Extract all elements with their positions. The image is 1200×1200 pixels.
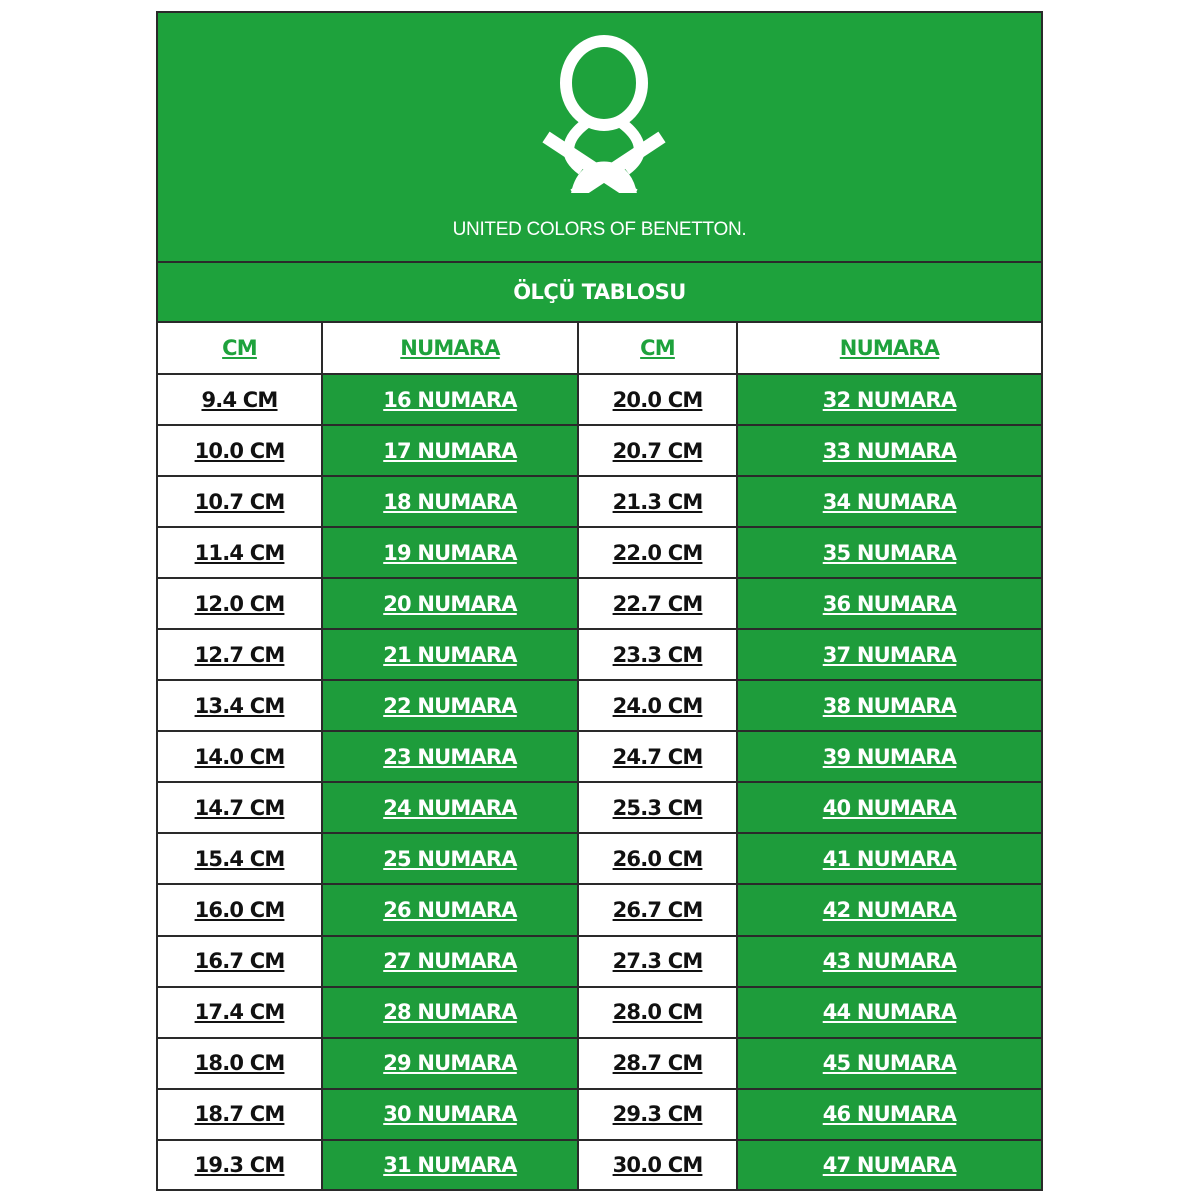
numara-cell: 35 NUMARA — [737, 527, 1041, 578]
size-table — [158, 323, 1041, 1189]
cm-cell: 22.0 CM — [578, 527, 737, 578]
table-row — [158, 731, 1041, 782]
table-title: ÖLÇÜ TABLOSU — [158, 263, 1041, 323]
cm-cell: 12.0 CM — [158, 578, 322, 629]
cm-cell: 28.0 CM — [578, 987, 737, 1038]
numara-cell: 37 NUMARA — [737, 629, 1041, 680]
numara-cell: 31 NUMARA — [322, 1140, 578, 1189]
numara-cell: 26 NUMARA — [322, 884, 578, 935]
brand-header — [158, 13, 1041, 263]
table-row — [158, 527, 1041, 578]
numara-cell: 43 NUMARA — [737, 936, 1041, 987]
numara-cell: 45 NUMARA — [737, 1038, 1041, 1089]
header-numara: NUMARA — [737, 323, 1041, 374]
cm-cell: 16.7 CM — [158, 936, 322, 987]
numara-cell: 29 NUMARA — [322, 1038, 578, 1089]
cm-cell: 14.0 CM — [158, 731, 322, 782]
numara-cell: 33 NUMARA — [737, 425, 1041, 476]
cm-cell: 26.0 CM — [578, 833, 737, 884]
numara-cell: 47 NUMARA — [737, 1140, 1041, 1189]
numara-cell: 34 NUMARA — [737, 476, 1041, 527]
cm-cell: 23.3 CM — [578, 629, 737, 680]
numara-cell: 36 NUMARA — [737, 578, 1041, 629]
table-row — [158, 1089, 1041, 1140]
cm-cell: 18.7 CM — [158, 1089, 322, 1140]
table-row — [158, 884, 1041, 935]
brand-name: UNITED COLORS OF BENETTON. — [452, 219, 747, 240]
table-row — [158, 782, 1041, 833]
cm-cell: 24.0 CM — [578, 680, 737, 731]
numara-cell: 24 NUMARA — [322, 782, 578, 833]
cm-cell: 22.7 CM — [578, 578, 737, 629]
cm-cell: 17.4 CM — [158, 987, 322, 1038]
numara-cell: 27 NUMARA — [322, 936, 578, 987]
numara-cell: 21 NUMARA — [322, 629, 578, 680]
cm-cell: 12.7 CM — [158, 629, 322, 680]
numara-cell: 46 NUMARA — [737, 1089, 1041, 1140]
cm-cell: 28.7 CM — [578, 1038, 737, 1089]
cm-cell: 27.3 CM — [578, 936, 737, 987]
cm-cell: 11.4 CM — [158, 527, 322, 578]
header-cm: CM — [158, 323, 322, 374]
table-row — [158, 936, 1041, 987]
numara-cell: 39 NUMARA — [737, 731, 1041, 782]
cm-cell: 10.0 CM — [158, 425, 322, 476]
cm-cell: 18.0 CM — [158, 1038, 322, 1089]
cm-cell: 9.4 CM — [158, 374, 322, 425]
table-row — [158, 833, 1041, 884]
size-chart — [156, 11, 1043, 1191]
numara-cell: 17 NUMARA — [322, 425, 578, 476]
cm-cell: 13.4 CM — [158, 680, 322, 731]
numara-cell: 18 NUMARA — [322, 476, 578, 527]
table-row — [158, 578, 1041, 629]
numara-cell: 19 NUMARA — [322, 527, 578, 578]
numara-cell: 16 NUMARA — [322, 374, 578, 425]
numara-cell: 25 NUMARA — [322, 833, 578, 884]
table-row — [158, 476, 1041, 527]
cm-cell: 21.3 CM — [578, 476, 737, 527]
benetton-logo-icon — [534, 35, 674, 205]
numara-cell: 38 NUMARA — [737, 680, 1041, 731]
table-row — [158, 425, 1041, 476]
numara-cell: 22 NUMARA — [322, 680, 578, 731]
numara-cell: 42 NUMARA — [737, 884, 1041, 935]
numara-cell: 30 NUMARA — [322, 1089, 578, 1140]
numara-cell: 44 NUMARA — [737, 987, 1041, 1038]
table-row — [158, 374, 1041, 425]
cm-cell: 15.4 CM — [158, 833, 322, 884]
numara-cell: 40 NUMARA — [737, 782, 1041, 833]
numara-cell: 41 NUMARA — [737, 833, 1041, 884]
cm-cell: 30.0 CM — [578, 1140, 737, 1189]
table-row — [158, 1038, 1041, 1089]
cm-cell: 26.7 CM — [578, 884, 737, 935]
numara-cell: 28 NUMARA — [322, 987, 578, 1038]
table-row — [158, 1140, 1041, 1189]
cm-cell: 25.3 CM — [578, 782, 737, 833]
cm-cell: 19.3 CM — [158, 1140, 322, 1189]
header-numara: NUMARA — [322, 323, 578, 374]
table-row — [158, 680, 1041, 731]
numara-cell: 32 NUMARA — [737, 374, 1041, 425]
cm-cell: 14.7 CM — [158, 782, 322, 833]
header-cm: CM — [578, 323, 737, 374]
cm-cell: 29.3 CM — [578, 1089, 737, 1140]
cm-cell: 10.7 CM — [158, 476, 322, 527]
cm-cell: 20.7 CM — [578, 425, 737, 476]
table-row — [158, 987, 1041, 1038]
table-header-row — [158, 323, 1041, 374]
table-row — [158, 629, 1041, 680]
numara-cell: 20 NUMARA — [322, 578, 578, 629]
cm-cell: 20.0 CM — [578, 374, 737, 425]
cm-cell: 16.0 CM — [158, 884, 322, 935]
cm-cell: 24.7 CM — [578, 731, 737, 782]
numara-cell: 23 NUMARA — [322, 731, 578, 782]
